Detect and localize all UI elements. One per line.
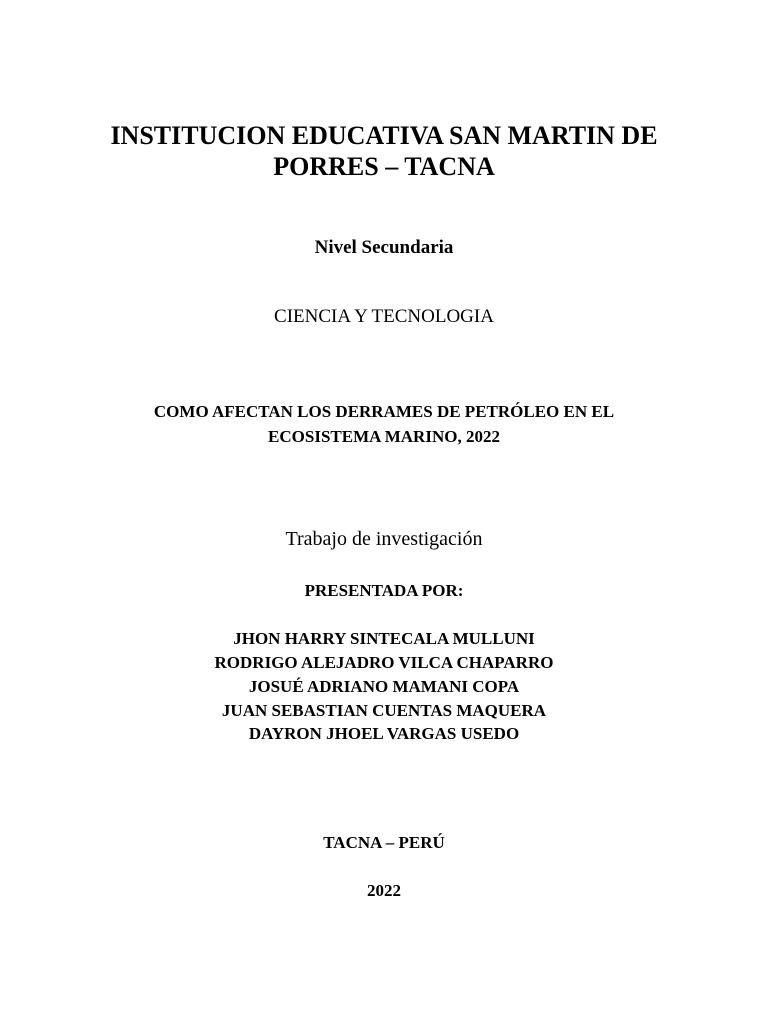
author-name: DAYRON JHOEL VARGAS USEDO — [248, 724, 520, 743]
education-level: Nivel Secundaria — [314, 237, 454, 258]
course-name: CIENCIA Y TECNOLOGIA — [274, 306, 494, 327]
institution-title-line-1: INSTITUCION EDUCATIVA SAN MARTIN DE — [110, 121, 658, 150]
author-name: RODRIGO ALEJADRO VILCA CHAPARRO — [214, 653, 554, 672]
year: 2022 — [367, 881, 401, 900]
author-name: JHON HARRY SINTECALA MULLUNI — [233, 629, 535, 648]
research-topic-line-2: ECOSISTEMA MARINO, 2022 — [268, 427, 500, 446]
author-name: JUAN SEBASTIAN CUENTAS MAQUERA — [221, 701, 547, 720]
presented-by-label: PRESENTADA POR: — [304, 581, 464, 600]
author-name: JOSUÉ ADRIANO MAMANI COPA — [248, 677, 520, 696]
institution-title-line-2: PORRES – TACNA — [273, 152, 495, 181]
work-type: Trabajo de investigación — [285, 528, 483, 550]
location: TACNA – PERÚ — [323, 833, 445, 852]
research-topic-line-1: COMO AFECTAN LOS DERRAMES DE PETRÓLEO EN EL — [153, 402, 615, 421]
